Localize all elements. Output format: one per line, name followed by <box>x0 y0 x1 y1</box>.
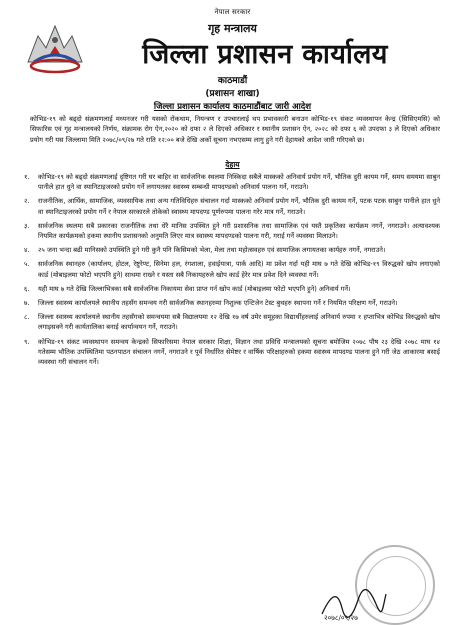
directive-text: सार्वजनिक स्थानहरु (कार्यालय, होटल, रेष्टुरेण्ट, सिनेमा हल, रंगशाला, हवाईयात्रा, पार्क आदि) मा प्रवेश गर्दा यही माघ ७ गते देखि कोभिड-१९ विरुद्धको खोप लगाएको कार्ड (मोबाइलमा फोटो भएपनि हुने) साथमा राख्ने र यस्ता सबै निकायहरुले खोप कार्ड हेरेर मात्र प्रवेश दिने व्यवस्था गर्ने। <box>38 260 440 279</box>
directive-number: ८. <box>24 313 30 322</box>
directive-item <box>24 221 440 241</box>
directive-item <box>24 284 440 294</box>
directive-text: कोभिड-१९ संकट व्यवस्थापन समन्वय केन्द्रको सिफारिसमा नेपाल सरकार शिक्षा, विज्ञान तथा प्रविधि मन्त्रालयको सूचना बमोजिम २०७८ पौष २३ देखि २०७८ माघ १४ गतेसम्म भौतिक उपस्थितिमा पठनपाठन संचालन नगर्ने, नगराउने र पूर्व निर्धारित सेमेष्टर र वार्षिक परिक्षाहरुको हकमा स्वास्थ्य मापदण्ड पालना हुने गरी जेठ आकारमा बसाई व्यवस्था गरी संचालन गर्ने। <box>38 337 440 367</box>
directive-item <box>24 312 440 332</box>
directives-heading: देहाय <box>225 160 240 169</box>
signature-icon <box>318 582 388 622</box>
directive-number: ७. <box>24 299 30 308</box>
directive-number: ९. <box>24 337 30 346</box>
directive-number: ३. <box>24 221 30 230</box>
directive-text: यही माघ ७ गते देखि जिल्लाभित्रका सबै सार्वजनिक निकायमा सेवा प्राप्त गर्न खोप कार्ड (मोबाइलमा फोटो भएपनि हुने) अनिवार्य गर्ने। <box>38 284 351 293</box>
directive-number: १. <box>24 173 30 181</box>
directive-item <box>24 337 440 368</box>
directive-number: २. <box>24 197 30 206</box>
directive-item <box>24 259 440 279</box>
district-label: काठमाडौं <box>217 76 248 86</box>
government-label: नेपाल सरकार <box>214 8 251 16</box>
directive-text: जिल्ला स्वास्थ्य कार्यालयले स्थानीय तहसँग समन्वय गरी सार्वजनिक स्थानहरुमा निशुल्क एन्टिजेन टेस्ट बुथहरु स्थापना गर्ने र नियमित परिक्षण गर्ने, गराउने। <box>38 299 398 308</box>
notice-subject: जिल्ला प्रशासन कार्यालय काठमाडौंबाट जारी आदेश <box>153 102 312 112</box>
directive-text: २५ जना भन्दा बढी मानिसको उपस्थिति हुने गरी कुनै पनि किसिमको भेला, मेला तथा महोत्सवहरु एवं सामाजिक लगायतका कार्यहरु नगर्ने, नगराउने। <box>38 246 386 255</box>
directives-list <box>24 172 440 371</box>
directive-number: ६. <box>24 284 30 293</box>
directive-item <box>24 298 440 308</box>
directive-text: जिल्ला स्वास्थ्य कार्यालयले स्थानीय तहसँगको समन्वयमा सबै विद्यालयमा १२ देखि १७ वर्ष उमेर समूहका विद्यार्थीहरुलाई अनिवार्य रुपमा १ हप्ताभित्र कोभिड विरुद्धको खोप लगाइसक्ने गरी कार्यतालिका बनाई कार्यान्वयन गर्ने, गराउने। <box>38 313 440 332</box>
notice-intro: कोभिड-१९ को बढ्दो संक्रमणलाई मध्यनजर गरी यसको रोकथाम, नियन्त्रण र उपचारलाई थप प्रभावकारी बनाउन कोभिड-१९ संकट व्यवस्थापन केन्द्र (सिसिएमसि) को सिफारिस एवं गृह मन्त्रालयको निर्णय, संक्रामक रोग ऐन,२०२० को दफा २ ले दिएको अधिकार र स्थानीय प्रशासन ऐन, २०२८ को दफा ६ को उपदफा ३ ले दिएको अधिकार प्रयोग गरी यस जिल्लामा मिति २०७८/०९/२७ गते राति १२:०० बजे देखि अर्को सूचना नभएसम्म लागु हुने गरी देहायको आदेश जारी गरिएको छ। <box>30 115 440 144</box>
directive-item <box>24 172 440 192</box>
directive-number: ५. <box>24 260 30 269</box>
directive-text: कोभिड-१९ को बढ्दो संक्रमणलाई दृष्टिगत गरी घर बाहिर वा सार्वजनिक स्थलमा निस्किदा सबैले मास्कको अनिवार्य प्रयोग गर्ने, भौतिक दुरी कायम गर्ने, समय समयमा साबुन पानीले हात धुने वा स्यानिटाइजरको प्रयोग गर्ने लगायतका स्वास्थ्य सम्बन्धी मापदण्डको अनिवार्य पालना गर्ने, गराउने। <box>38 173 440 192</box>
directive-text: राजनीतिक, आर्थिक, सामाजिक, व्यवसायिक तथा अन्य गतिविधिहरु संचालन गर्दा मास्कको अनिवार्य प्रयोग गर्ने, भौतिक दुरी कायम गर्ने, पटक पटक साबुन पानीले हात धुने वा स्यानिटाइजरको प्रयोग गर्ने र नेपाल सरकारले तोकेको स्वास्थ्य मापदण्ड पूर्णरुपमा पालना गरेर मात्र गर्ने, गराउने। <box>38 197 440 216</box>
signature-date: २०७८/०९/२७ <box>324 614 358 622</box>
directive-text: सार्वजनिक स्थलमा सबै प्रकारका राजनीतिक तथा धेरै मानिस उपस्थित हुने गरी प्रशासनिक तथा सामाजिक एवं यस्तै प्रकृतिका कार्यक्रम नगर्ने, नगराउने। अत्यावश्यक नियमित कार्यक्रमको हकमा स्थानीय प्रशासनको अनुमति लिएर मात्र स्वास्थ्य मापदण्डको पालना गरी, गराई गर्ने व्यवस्था मिलाउने। <box>38 221 440 241</box>
directive-item <box>24 245 440 255</box>
office-title: जिल्ला प्रशासन कार्यालय <box>142 39 388 70</box>
branch-label: (प्रशासन शाखा) <box>205 89 260 99</box>
directive-item <box>24 196 440 216</box>
ministry-label: गृह मन्त्रालय <box>208 22 257 35</box>
directive-number: ४. <box>24 246 30 255</box>
